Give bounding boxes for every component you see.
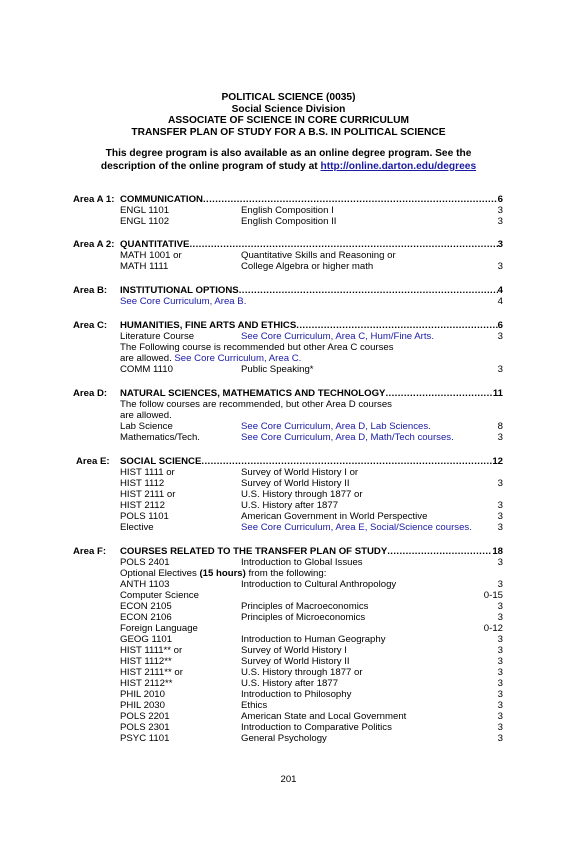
- core-curriculum-area-e-link[interactable]: See Core Curriculum, Area E, Social/Science courses.: [241, 522, 472, 533]
- course-name: Introduction to Human Geography: [241, 634, 386, 645]
- area-f-hours: 18: [492, 546, 503, 557]
- area-c-hours: 6: [497, 320, 503, 331]
- area-d-note-2: are allowed.: [120, 410, 172, 421]
- course-code: ENGL 1102: [120, 216, 170, 227]
- course-code: HIST 1111 or: [120, 467, 175, 478]
- course-hours: 3: [497, 205, 503, 216]
- course-code: MATH 1001 or: [120, 250, 182, 261]
- course-code: PHIL 2010: [120, 689, 165, 700]
- course-name: American Government in World Perspective: [241, 511, 428, 522]
- course-name: Ethics: [241, 700, 268, 711]
- course-name: Introduction to Cultural Anthropology: [241, 579, 397, 590]
- area-a1-heading: [120, 194, 503, 205]
- area-b-heading: [120, 285, 503, 296]
- course-code: Elective: [120, 522, 154, 533]
- course-code: ANTH 1103: [120, 579, 170, 590]
- area-b-hours: 4: [497, 285, 503, 296]
- course-code: POLS 2401: [120, 557, 170, 568]
- course-code: HIST 1112**: [120, 656, 172, 667]
- course-hours: 3: [497, 500, 503, 511]
- course-name: U.S. History through 1877 or: [241, 667, 363, 678]
- area-d-hours: 11: [492, 388, 503, 399]
- area-a1-label: Area A 1:: [73, 194, 115, 205]
- course-name: U.S. History through 1877 or: [241, 489, 363, 500]
- area-b-title: INSTITUTIONAL OPTIONS: [120, 285, 239, 296]
- course-code: POLS 1101: [120, 511, 169, 522]
- course-hours: 0-15: [483, 590, 503, 601]
- course-name: College Algebra or higher math: [241, 261, 374, 272]
- course-hours: 0-12: [483, 623, 503, 634]
- area-d-label: Area D:: [73, 388, 108, 399]
- area-a2-hours: 3: [497, 239, 503, 250]
- course-hours: 3: [497, 700, 503, 711]
- optional-electives-suffix: from the following:: [245, 568, 327, 579]
- course-code: PSYC 1101: [120, 733, 170, 744]
- course-code: PHIL 2030: [120, 700, 165, 711]
- course-name: Survey of World History II: [241, 656, 350, 667]
- area-a2-label: Area A 2:: [73, 239, 115, 250]
- course-name: U.S. History after 1877: [241, 678, 339, 689]
- course-code: POLS 2201: [120, 711, 170, 722]
- core-curriculum-area-d-math-link[interactable]: See Core Curriculum, Area D, Math/Tech courses.: [241, 432, 454, 443]
- course-hours: 3: [497, 722, 503, 733]
- course-name: American State and Local Government: [241, 711, 407, 722]
- course-hours: 3: [497, 216, 503, 227]
- course-code: HIST 1112: [120, 478, 165, 489]
- course-hours: 3: [497, 656, 503, 667]
- course-name: English Composition II: [241, 216, 337, 227]
- area-e-heading: [120, 456, 503, 467]
- course-code: ECON 2106: [120, 612, 172, 623]
- core-curriculum-area-b-link[interactable]: See Core Curriculum, Area B.: [120, 296, 247, 307]
- course-code: Foreign Language: [120, 623, 198, 634]
- course-hours: 3: [497, 511, 503, 522]
- course-code: Computer Science: [120, 590, 199, 601]
- online-notice-line2: [0, 161, 577, 174]
- page-number: 201: [280, 774, 297, 785]
- degree-name: ASSOCIATE OF SCIENCE IN CORE CURRICULUM: [168, 115, 409, 127]
- area-c-title: HUMANITIES, FINE ARTS AND ETHICS: [120, 320, 297, 331]
- optional-electives-note: [120, 568, 326, 579]
- core-curriculum-area-d-lab-link[interactable]: See Core Curriculum, Area D, Lab Sciences.: [241, 421, 431, 432]
- course-name: Survey of World History II: [241, 478, 350, 489]
- course-name: U.S. History after 1877: [241, 500, 339, 511]
- online-notice-text: description of the online program of study at: [100, 160, 321, 172]
- core-curriculum-area-c-hum-link[interactable]: See Core Curriculum, Area C, Hum/Fine Arts.: [241, 331, 435, 342]
- course-name: English Composition I: [241, 205, 334, 216]
- transfer-plan-title: TRANSFER PLAN OF STUDY FOR A B.S. IN POLITICAL SCIENCE: [131, 126, 446, 138]
- area-d-heading: [120, 388, 503, 399]
- course-hours: 3: [497, 522, 503, 533]
- course-hours: 3: [497, 579, 503, 590]
- area-c-note-text: are allowed.: [120, 353, 175, 364]
- course-hours: 3: [497, 711, 503, 722]
- course-code: HIST 2112**: [120, 678, 173, 689]
- area-c-heading: [120, 320, 503, 331]
- program-title: POLITICAL SCIENCE (0035): [221, 92, 356, 103]
- course-hours: 3: [497, 678, 503, 689]
- course-code: COMM 1110: [120, 364, 173, 375]
- online-notice: [0, 148, 577, 173]
- course-hours: 4: [497, 296, 503, 307]
- area-a2-heading: [120, 239, 503, 250]
- course-code: HIST 1111** or: [120, 645, 183, 656]
- course-name: Introduction to Global Issues: [241, 557, 363, 568]
- course-code: Lab Science: [120, 421, 173, 432]
- course-name: Principles of Microeconomics: [241, 612, 366, 623]
- online-degrees-link[interactable]: http://online.darton.edu/degrees: [320, 160, 477, 172]
- course-hours: 3: [497, 634, 503, 645]
- course-name: Quantitative Skills and Reasoning or: [241, 250, 396, 261]
- area-a1-hours: 6: [497, 194, 503, 205]
- area-d-title: NATURAL SCIENCES, MATHEMATICS AND TECHNOLOGY: [120, 388, 386, 399]
- online-notice-line1: This degree program is also available as an online degree program. See the: [105, 148, 472, 159]
- area-c-note: The Following course is recommended but other Area C courses: [120, 342, 394, 353]
- course-code: Mathematics/Tech.: [120, 432, 200, 443]
- area-b-label: Area B:: [73, 285, 108, 296]
- course-code: HIST 2111** or: [120, 667, 183, 678]
- division-name: Social Science Division: [231, 103, 346, 115]
- area-e-hours: 12: [492, 456, 503, 467]
- course-code: GEOG 1101: [120, 634, 173, 645]
- course-code: MATH 1111: [120, 261, 169, 272]
- area-c-note-2: [120, 353, 301, 364]
- course-name: Introduction to Philosophy: [241, 689, 352, 700]
- course-code: ENGL 1101: [120, 205, 170, 216]
- course-name: Introduction to Comparative Politics: [241, 722, 392, 733]
- course-code: Literature Course: [120, 331, 195, 342]
- area-e-label: Area E:: [76, 456, 110, 467]
- course-hours: 3: [497, 689, 503, 700]
- course-hours: 3: [497, 601, 503, 612]
- course-code: HIST 2111 or: [120, 489, 176, 500]
- course-name: Public Speaking*: [241, 364, 314, 375]
- course-code: HIST 2112: [120, 500, 165, 511]
- course-hours: 3: [497, 645, 503, 656]
- area-d-note: The follow courses are recommended, but other Area D courses: [120, 399, 392, 410]
- course-code: ECON 2105: [120, 601, 172, 612]
- course-hours: 3: [497, 557, 503, 568]
- course-hours: 3: [497, 331, 503, 342]
- course-hours: 3: [497, 364, 503, 375]
- optional-electives-hours: (15 hours): [199, 568, 246, 579]
- course-name: General Psychology: [241, 733, 327, 744]
- document-header: [0, 92, 577, 138]
- area-e-title: SOCIAL SCIENCE: [120, 456, 202, 467]
- course-code: POLS 2301: [120, 722, 170, 733]
- area-f-heading: [120, 546, 503, 557]
- core-curriculum-area-c-link[interactable]: See Core Curriculum, Area C.: [174, 353, 302, 364]
- optional-electives-text: Optional Electives: [120, 568, 200, 579]
- course-hours: 3: [497, 667, 503, 678]
- area-f-title: COURSES RELATED TO THE TRANSFER PLAN OF STUDY: [120, 546, 388, 557]
- course-hours: 3: [497, 261, 503, 272]
- course-hours: 3: [497, 733, 503, 744]
- course-name: Principles of Macroeconomics: [241, 601, 369, 612]
- course-name: Survey of World History I or: [241, 467, 359, 478]
- area-f-label: Area F:: [73, 546, 107, 557]
- course-name: Survey of World History I: [241, 645, 347, 656]
- course-hours: 3: [497, 612, 503, 623]
- course-hours: 3: [497, 432, 503, 443]
- course-hours: 3: [497, 478, 503, 489]
- course-hours: 8: [497, 421, 503, 432]
- area-a1-title: COMMUNICATION: [120, 194, 203, 205]
- area-c-label: Area C:: [73, 320, 108, 331]
- area-a2-title: QUANTITATIVE: [120, 239, 190, 250]
